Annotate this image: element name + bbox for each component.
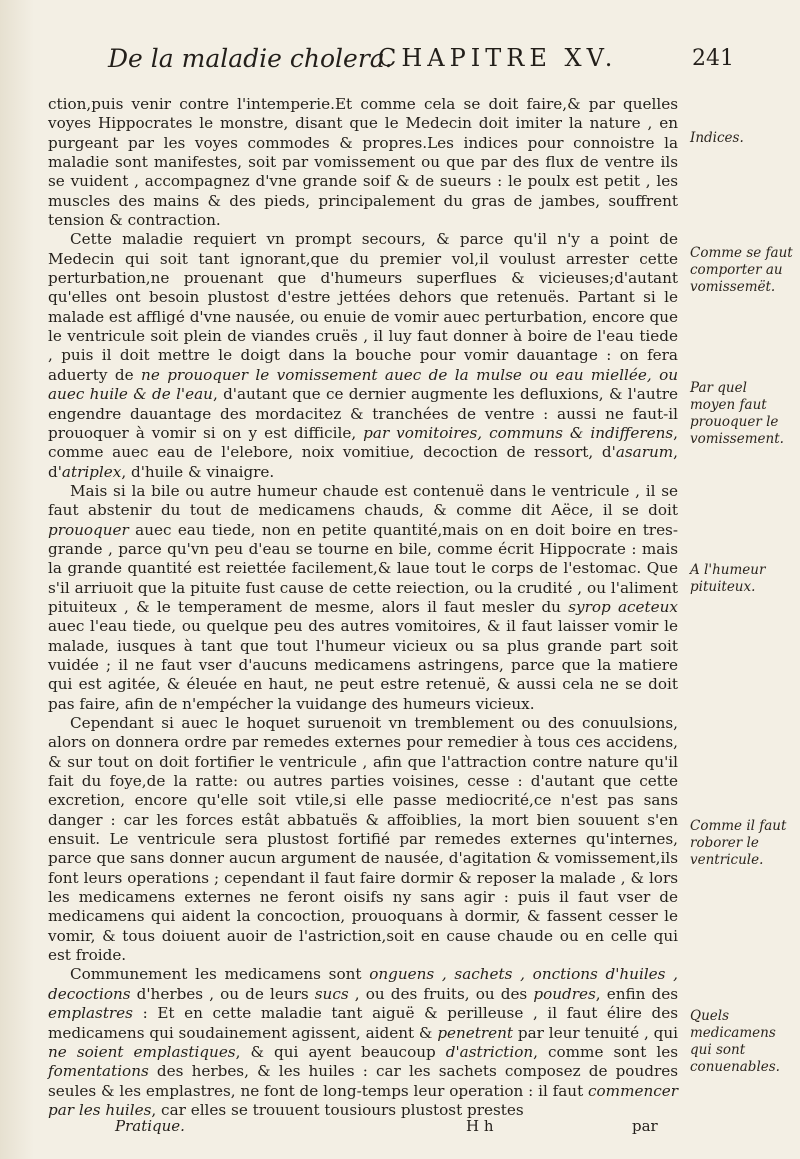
margin-note-pituiteux: A l'humeur pituiteux. — [690, 562, 766, 595]
chapter-heading: CHAPITRE XV. — [378, 44, 618, 72]
text-run: d'herbes , ou de leurs — [130, 984, 315, 1003]
text-run: par leur tenuité , qui — [513, 1023, 678, 1042]
paragraph — [48, 714, 678, 965]
text-run: Communement les medicamens sont — [70, 965, 370, 984]
italic-run: penetrent — [437, 1023, 514, 1042]
margin-note-prouoquer: Par quel moyen faut prouoquer le vomissement. — [690, 380, 784, 447]
italic-run: prouoquer — [48, 520, 129, 539]
margin-note-ventricule: Comme il faut roborer le ventricule. — [690, 818, 787, 868]
italic-run: fomentations — [48, 1062, 149, 1081]
italic-run: onguens , sachets , onctions d'huiles , decoctions — [48, 965, 678, 1003]
italic-run: asarum — [615, 443, 674, 462]
text-run: , enfin des — [595, 984, 678, 1003]
text-run: , d'huile & vinaigre. — [121, 462, 275, 481]
italic-run: poudres — [533, 984, 596, 1003]
text-run: , & qui ayent beaucoup — [235, 1042, 446, 1061]
page-footer — [0, 1117, 800, 1139]
italic-run: par vomitoires, communs & indifferens — [363, 423, 674, 442]
text-run: Cette maladie requiert vn prompt secours, & parce qu'il n'y a point de Medecin qui soit tant ignorant,que du premier vol,il voulust arrester cette perturbation,ne prouenant que d'humeurs superflues & vicieuses;d'autant qu'elles ont besoin plustost d'estre jettées dehors que retenuës. Partant si le malade est affligé d'vne nausée, ou enuie de vomir auec perturbation, encore que le ventricule soit plein de viandes cruës , il luy faut donner à boire de l'eau tiede , puis il doit mettre le doigt dans la bouche pour vomir dauantage : on fera aduerty de — [48, 230, 678, 384]
italic-run: ne prouoquer le vomissement auec de la mulse ou eau miellée, ou auec huile & de l'eau — [48, 365, 678, 404]
text-run: Mais si la bile ou autre humeur chaude est contenuë dans le ventricule , il se faut abstenir du tout de medicamens chauds, & comme dit Aëce, il se doit — [48, 481, 678, 520]
text-run: , comme auec eau de l'elebore, noix vomitiue, decoction de ressort, d' — [48, 423, 678, 462]
text-run: , ou des fruits, ou des — [348, 984, 534, 1003]
text-run: des herbes, & les huiles : car les sachets composez de poudres seules & les emplastres, ne font de long-temps leur operation : il faut — [48, 1062, 678, 1100]
italic-run: sucs — [314, 984, 349, 1003]
signature-mark: H h — [466, 1117, 494, 1135]
text-run: auec eau tiede, non en petite quantité,mais on en doit boire en tres-grande , parce qu'vn peu d'eau se tourne en bile, comme écrit Hippocrate : mais la grande quantité est reiettée facilement,& laue tout le corps de l'estomac. Que s'il arriuoit que la pituite fust cause de cette reiection, ou la crudité , ou l'aliment pituiteux , & le temperament de mesme, alors il faut mesler du — [48, 520, 678, 616]
footer-catchword-left: Pratique. — [115, 1117, 185, 1135]
italic-run: ne soient emplastiques — [48, 1042, 236, 1061]
catchword: par — [632, 1117, 658, 1135]
paragraph — [48, 482, 678, 714]
page-gutter-shadow — [0, 0, 34, 1159]
paragraph — [48, 965, 678, 1120]
text-run: , d'autant que ce dernier augmente les defluxions, & l'autre engendre dauantage des mordacitez & tranchées de ventre : aussi ne faut-il prouoquer à vomir si on y est difficile, — [48, 385, 678, 442]
paragraph — [48, 230, 678, 481]
paragraph — [48, 95, 678, 230]
margin-note-vomissement: Comme se faut comporter au vomissemët. — [690, 245, 793, 295]
page-number: 241 — [692, 46, 734, 71]
text-run: , d' — [48, 443, 678, 481]
text-run: ction,puis venir contre l'intemperie.Et comme cela se doit faire,& par quelles voyes Hippocrates le monstre, disant que le Medecin doit imiter la nature , en purgeant par les voyes commodes & propres.Les indices pour connoistre la maladie sont manifestes, soit par vomissement ou que par des flux de ventre ils se vuident , accompagnez d'vne grande soif & de sueurs : le poulx est petit , les muscles des mains & des pieds, principalement du gras de jambes, souffrent tension & contraction. — [48, 95, 678, 230]
text-run: , comme sont les — [533, 1042, 678, 1061]
italic-run: atriplex — [61, 462, 122, 481]
text-run: , car elles se trouuent tousiours plustost prestes — [151, 1100, 524, 1119]
italic-run: d'astriction — [445, 1042, 534, 1061]
text-run: : Et en cette maladie tant aiguë & perilleuse , il faut élire des medicamens qui soudainement agissent, aident & — [48, 1004, 678, 1042]
text-run: auec l'eau tiede, ou quelque peu des autres vomitoires, & il faut laisser vomir le malade, iusques à tant que tout l'humeur vicieux ou sa plus grande part soit vuidée ; il ne faut vser d'aucuns medicamens astringens, parce que la matiere qui est agitée, & éleuée en haut, ne peut estre retenuë, & aussi cela ne se doit pas faire, afin de n'empécher la vuidange des humeurs vicieux. — [48, 617, 678, 713]
margin-note-medicamens: Quels medicamens qui sont conuenables. — [690, 1008, 780, 1075]
margin-note-indices: Indices. — [690, 130, 744, 146]
italic-run: emplastres — [48, 1004, 133, 1023]
italic-run: commencer par les huiles — [48, 1081, 679, 1119]
running-title: De la maladie cholera. — [108, 44, 393, 73]
text-run: Cependant si auec le hoquet suruenoit vn tremblement ou des conuulsions, alors on donnera ordre par remedes externes pour remedier à tous ces accidens, & sur tout on doit fortifier le ventricule , afin que l'attraction contre nature qu'il fait du foye,de la ratte: ou autres parties voisines, cesse : d'autant que cette excretion, encore qu'elle soit vtile,si elle passe mediocrité,ce n'est pas sans danger : car les forces estât abbatuës & affoiblies, la mort bien souuent s'en ensuit. Le ventricule sera plustost fortifié par remedes externes qu'internes, parce que sans donner aucun argument de nausée, d'agitation & vomissement,ils font leurs operations ; cependant il faut faire dormir & reposer la malade , & lors les medicamens externes ne feront oisifs ny sans agir : puis il faut vser de medicamens qui aident la concoction, prouoquans à dormir, & fassent cesser le vomir, & tous doiuent auoir de l'astriction,soit en cause chaude ou en celle qui est froide. — [48, 714, 678, 965]
main-text — [48, 95, 678, 1120]
running-header — [80, 40, 740, 84]
italic-run: syrop aceteux — [568, 597, 678, 616]
